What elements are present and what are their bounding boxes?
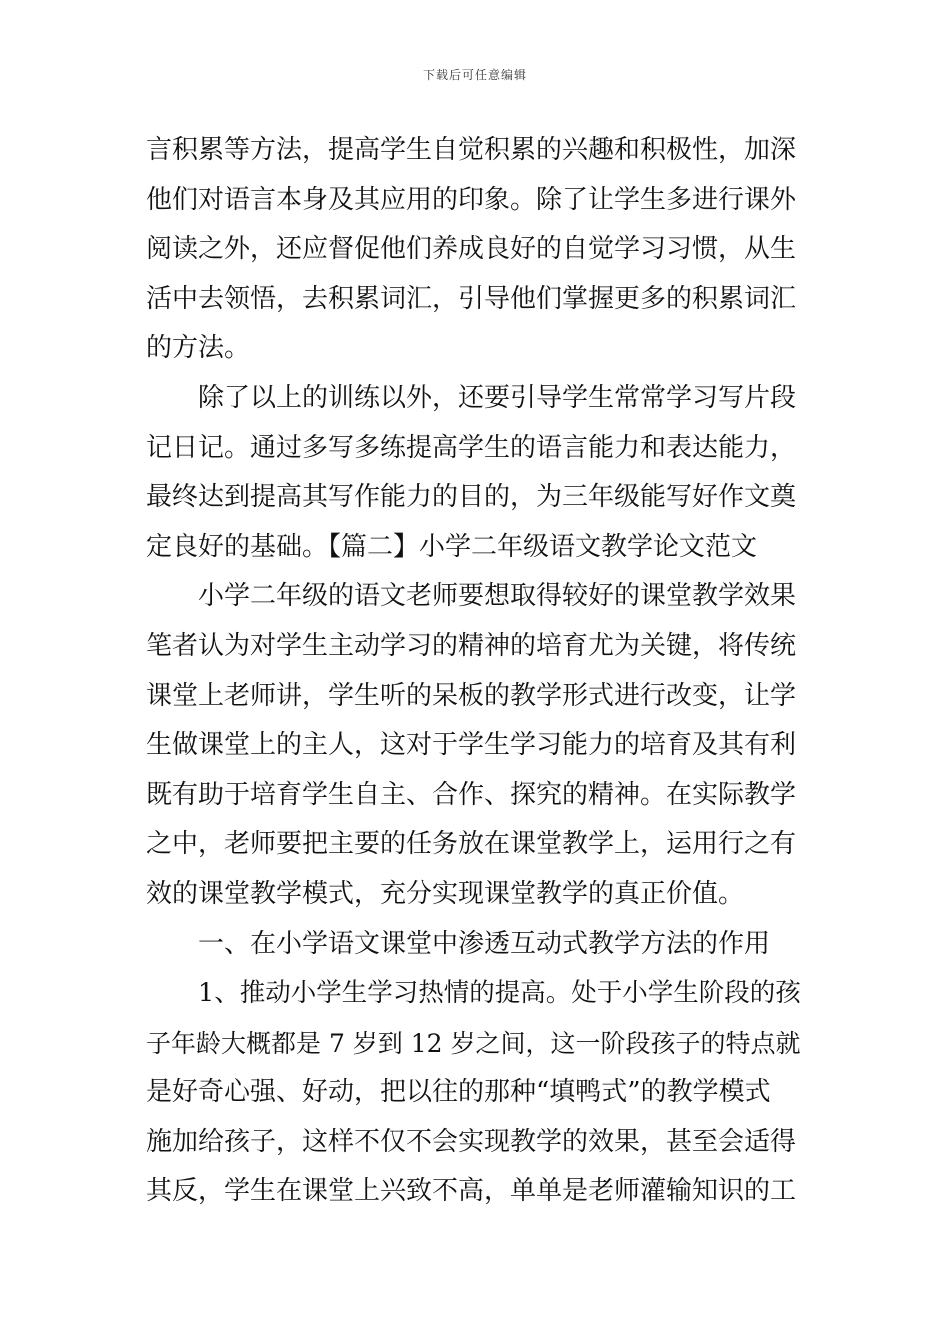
text-line: 言积累等方法，提高学生自觉积累的兴趣和积极性，加深 [146, 135, 797, 165]
text-line: 生做课堂上的主人，这对于学生学习能力的培育及其有利 [146, 730, 797, 761]
text-line: 之中，老师要把主要的任务放在课堂教学上，运用行之有 [146, 829, 797, 860]
text-line: 最终达到提高其写作能力的目的，为三年级能写好作文奠 [146, 482, 797, 513]
text-line: 记日记。通过多写多练提高学生的语言能力和表达能力， [146, 432, 797, 463]
page-header: 下载后可任意编辑 [422, 68, 527, 82]
text-line: 是好奇心强、好动，把以往的那种“填鸭式”的教学模式 [146, 1077, 771, 1108]
text-line: 施加给孩子，这样不仅不会实现教学的效果，甚至会适得 [146, 1126, 797, 1157]
text-line: 一、在小学语文课堂中渗透互动式教学方法的作用 [198, 928, 771, 959]
text-line: 课堂上老师讲，学生听的呆板的教学形式进行改变，让学 [146, 680, 797, 711]
text-line: 1、推动小学生学习热情的提高。处于小学生阶段的孩 [198, 978, 801, 1009]
text-line: 阅读之外，还应督促他们养成良好的自觉学习习惯，从生 [146, 234, 797, 265]
text-line: 定良好的基础。【篇二】小学二年级语文教学论文范文 [146, 531, 758, 562]
text-line: 他们对语言本身及其应用的印象。除了让学生多进行课外 [146, 184, 797, 215]
text-line: 的方法。 [146, 333, 251, 364]
text-line: 活中去领悟，去积累词汇，引导他们掌握更多的积累词汇 [146, 283, 797, 314]
text-line: 既有助于培育学生自主、合作、探究的精神。在实际教学 [146, 779, 797, 810]
text-line: 其反，学生在课堂上兴致不高，单单是老师灌输知识的工 [146, 1176, 797, 1207]
document-body [146, 126, 806, 1217]
text-line: 子年龄大概都是 7 岁到 12 岁之间，这一阶段孩子的特点就 [146, 1028, 801, 1058]
text-line: 小学二年级的语文老师要想取得较好的课堂教学效果 [198, 581, 797, 612]
text-line: 笔者认为对学生主动学习的精神的培育尤为关键，将传统 [146, 630, 797, 661]
text-line: 效的课堂教学模式，充分实现课堂教学的真正价值。 [146, 878, 745, 909]
text-line: 除了以上的训练以外，还要引导学生常常学习写片段 [198, 382, 797, 413]
